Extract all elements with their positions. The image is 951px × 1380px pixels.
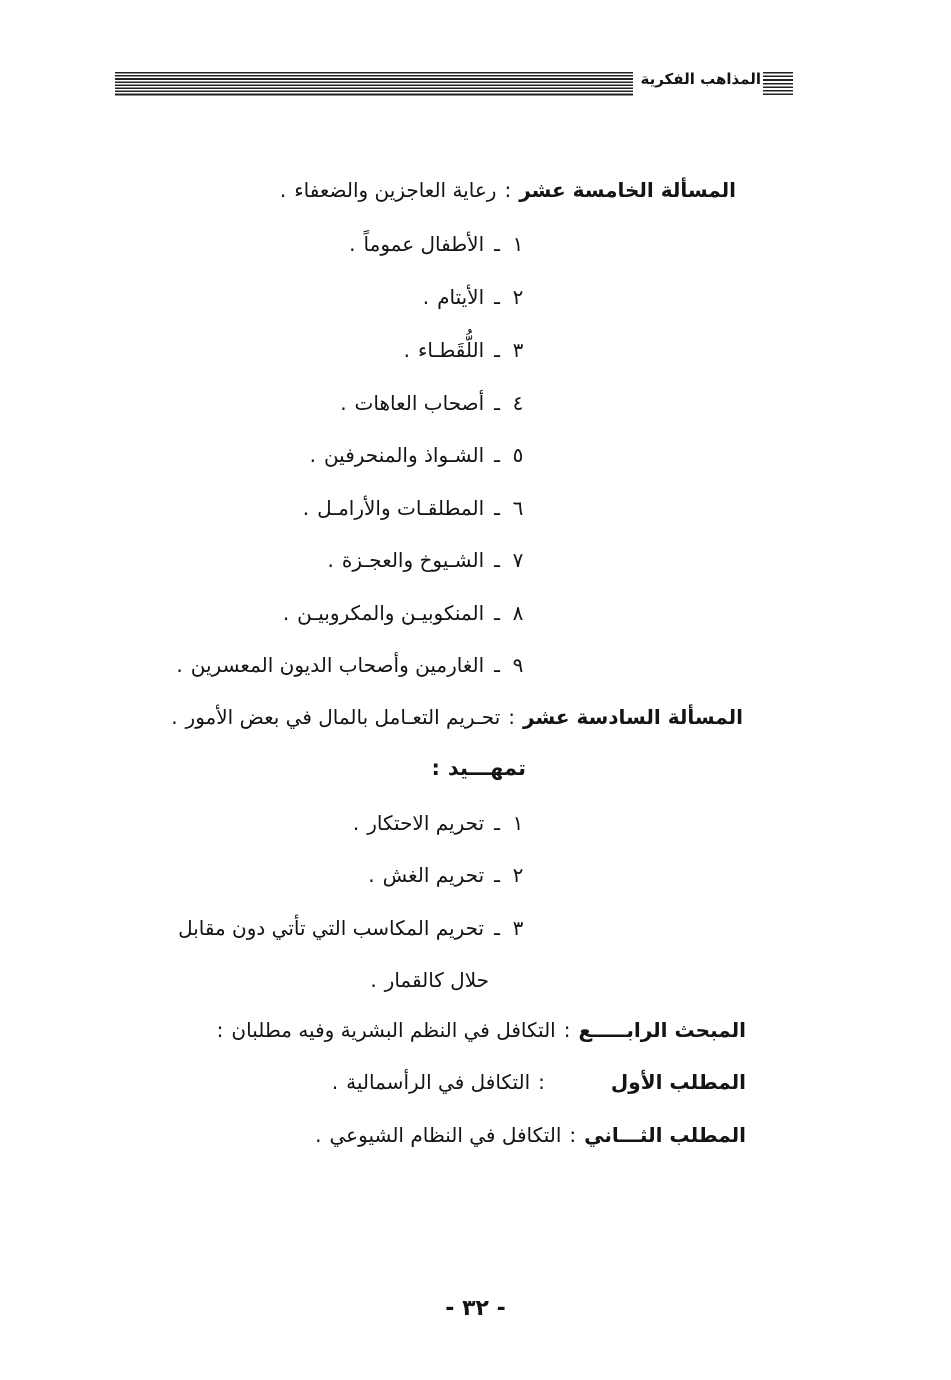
item-period: . (327, 548, 334, 572)
item-text: المطلقـات والأرامـل (317, 496, 485, 520)
item-period: . (352, 811, 360, 835)
matlab2-title: التكافل في النظام الشيوعي (329, 1123, 562, 1147)
matlab1-label: المطلب الأول (610, 1070, 746, 1094)
item-dash: ـ (494, 391, 500, 415)
item-period: . (176, 653, 183, 677)
item-period: . (370, 968, 377, 992)
item-number: ٤ (512, 391, 524, 415)
section16-heading (171, 703, 743, 731)
section16-separator: : (508, 705, 516, 729)
section15-title: رعاية العاجزين والضعفاء (294, 178, 497, 202)
item-number: ١ (512, 232, 524, 256)
item-number: ٩ (512, 653, 524, 677)
item-period: . (403, 338, 410, 362)
matlab1-end: . (331, 1070, 339, 1094)
matlab2-end: . (315, 1123, 322, 1147)
item-text: تحريم الاحتكار (367, 811, 485, 835)
section15-label: المسألة الخامسة عشر (519, 178, 736, 202)
list-item (328, 546, 526, 574)
item-dash: ـ (494, 496, 500, 520)
item-dash: ـ (494, 338, 500, 362)
item-period: . (422, 285, 430, 309)
item-text: المنكوبيـن والمكروبيـن (297, 601, 485, 625)
section16-title: تحـريم التعـامل بالمال في بعض الأمور (185, 705, 501, 729)
item-text: حلال كالقمار (384, 968, 489, 992)
mabhath4-label: المبحث الرابـــــع (578, 1018, 746, 1042)
item-period: . (368, 863, 375, 887)
item-number: ٢ (512, 863, 524, 887)
item-text: الأطفال عموماً (363, 232, 485, 256)
item-dash: ـ (494, 548, 500, 572)
item-number: ١ (512, 811, 524, 835)
item-dash: ـ (494, 601, 500, 625)
header-lines-icon (763, 72, 793, 96)
item-dash: ـ (494, 285, 500, 309)
running-header-title: المذاهب الفكرية (640, 70, 761, 88)
matlab2-separator: : (569, 1123, 577, 1147)
section15-separator: : (504, 178, 512, 202)
tamheed-colon: : (431, 756, 440, 780)
item-dash: ـ (494, 916, 500, 940)
item-dash: ـ (494, 863, 500, 887)
item-text: اللُّقَطـاء (417, 338, 485, 362)
mabhath4-title: التكافل في النظم البشرية وفيه مطلبان (231, 1018, 556, 1042)
list-item (176, 651, 526, 679)
list-item (283, 599, 526, 627)
item-text: الشـيوخ والعجـزة (341, 548, 485, 572)
mabhath4-heading (217, 1016, 746, 1044)
section16-label: المسألة السادسة عشر (523, 705, 743, 729)
matlab1-title: التكافل في الرأسمالية (346, 1070, 531, 1094)
tamheed-label: تمهـــيد (447, 756, 526, 780)
matlab2-label: المطلب الثـــاني (584, 1123, 746, 1147)
item-period: . (309, 443, 316, 467)
section15-heading (280, 176, 736, 204)
mabhath4-separator: : (563, 1018, 571, 1042)
item-number: ٢ (512, 285, 524, 309)
item-period: . (302, 496, 310, 520)
list-item (178, 914, 526, 942)
matlab1-heading (332, 1068, 746, 1096)
item-text: الأيتام (437, 285, 485, 309)
page-number: - ٣٢ - (445, 1296, 506, 1321)
item-text: أصحاب العاهات (354, 391, 485, 415)
section16-end: . (171, 705, 178, 729)
item-period: . (282, 601, 290, 625)
tamheed-heading (424, 756, 526, 780)
item-text: الغارمين وأصحاب الديون المعسرين (190, 653, 485, 677)
list-item (349, 230, 526, 258)
list-item (404, 336, 526, 364)
item-number: ٣ (512, 338, 524, 362)
list-item (303, 494, 526, 522)
list-item (340, 389, 526, 417)
list-item (310, 441, 526, 469)
item-number: ٦ (512, 496, 524, 520)
list-item-continuation (370, 966, 489, 994)
matlab1-separator: : (538, 1070, 545, 1094)
item-dash: ـ (494, 811, 500, 835)
item-text: تحريم الغش (382, 863, 485, 887)
mabhath4-end: : (216, 1018, 224, 1042)
list-item (423, 283, 526, 311)
item-number: ٥ (512, 443, 524, 467)
item-number: ٨ (512, 601, 524, 625)
item-number: ٧ (512, 548, 524, 572)
item-text: تحريم المكاسب التي تأتي دون مقابل (178, 916, 485, 940)
item-text: الشـواذ والمنحرفين (323, 443, 485, 467)
item-dash: ـ (494, 653, 500, 677)
matlab2-heading (315, 1121, 746, 1149)
item-period: . (340, 391, 347, 415)
section15-end: . (279, 178, 287, 202)
list-item (368, 861, 526, 889)
item-period: . (349, 232, 356, 256)
header-rule (115, 72, 633, 96)
item-number: ٣ (512, 916, 524, 940)
item-dash: ـ (494, 232, 500, 256)
list-item (353, 809, 526, 837)
item-dash: ـ (494, 443, 500, 467)
